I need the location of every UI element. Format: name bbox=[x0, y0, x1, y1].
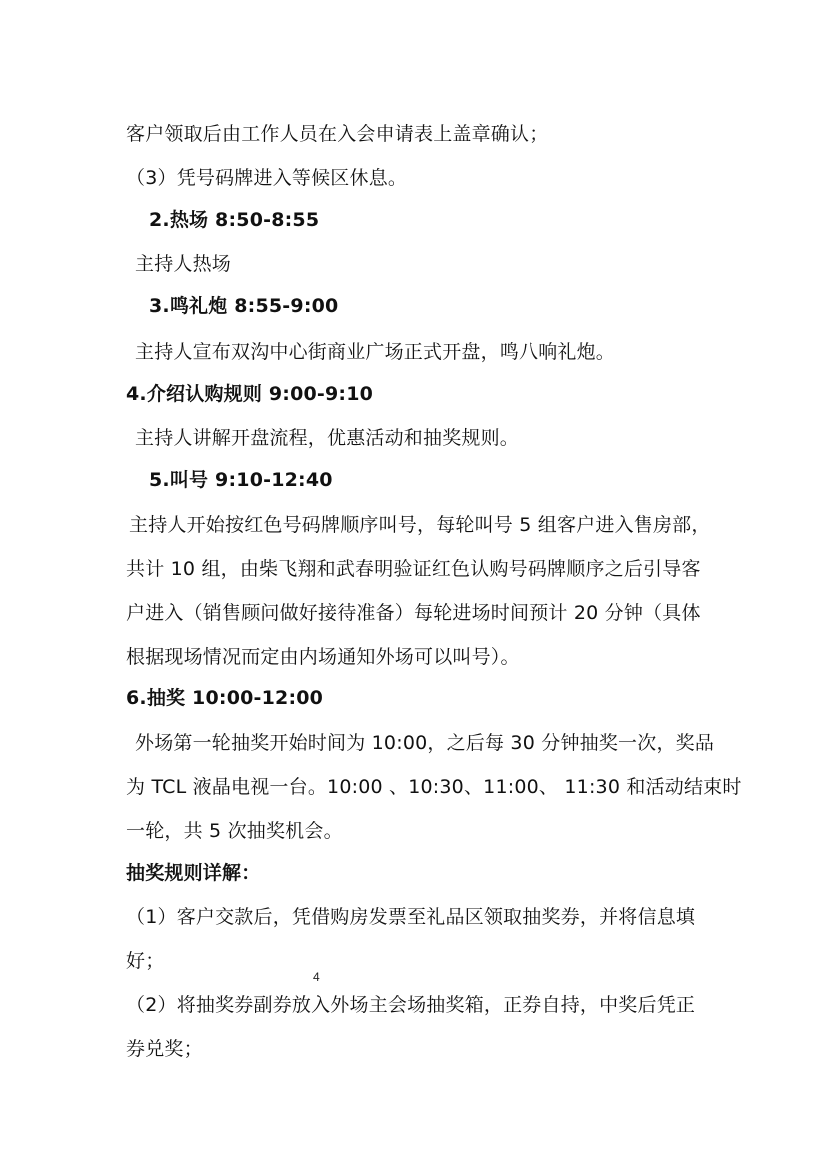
list-item: 券兑奖； bbox=[126, 1038, 203, 1060]
section-heading: 5.叫号 9:10-12:40 bbox=[149, 469, 333, 491]
subsection-heading: 抽奖规则详解： bbox=[126, 862, 261, 884]
paragraph-line: 共计 10 组，由柴飞翔和武春明验证红色认购号码牌顺序之后引导客 bbox=[126, 558, 701, 580]
paragraph-line: 一轮，共 5 次抽奖机会。 bbox=[126, 820, 343, 842]
paragraph-line: 主持人宣布双沟中心街商业广场正式开盘，鸣八响礼炮。 bbox=[135, 341, 616, 363]
section-heading: 3.鸣礼炮 8:55-9:00 bbox=[149, 295, 339, 317]
list-item: （2）将抽奖券副券放入外场主会场抽奖箱，正券自持，中奖后凭正 bbox=[126, 994, 696, 1016]
paragraph-line: 客户领取后由工作人员在入会申请表上盖章确认； bbox=[126, 123, 549, 145]
section-heading: 4.介绍认购规则 9:00-9:10 bbox=[126, 383, 374, 405]
paragraph-line: 主持人讲解开盘流程，优惠活动和抽奖规则。 bbox=[135, 427, 520, 449]
list-item: （1）客户交款后，凭借购房发票至礼品区领取抽奖券，并将信息填 bbox=[126, 906, 696, 928]
paragraph-line: 为 TCL 液晶电视一台。10:00 、10:30、11:00、 11:30 和活动结束时 bbox=[126, 776, 742, 798]
paragraph-line: 主持人热场 bbox=[135, 253, 232, 275]
paragraph-line: 根据现场情况而定由内场通知外场可以叫号）。 bbox=[126, 646, 520, 668]
list-item: 好； bbox=[126, 950, 165, 972]
paragraph-line: 外场第一轮抽奖开始时间为 10:00，之后每 30 分钟抽奖一次，奖品 bbox=[135, 732, 715, 754]
section-heading: 6.抽奖 10:00-12:00 bbox=[126, 687, 324, 709]
paragraph-line: 户进入（销售顾问做好接待准备）每轮进场时间预计 20 分钟（具体 bbox=[126, 602, 701, 624]
page-number: 4 bbox=[313, 970, 320, 984]
section-heading: 2.热场 8:50-8:55 bbox=[149, 209, 320, 231]
list-item: （3）凭号码牌进入等候区休息。 bbox=[126, 167, 408, 189]
paragraph-line: 主持人开始按红色号码牌顺序叫号，每轮叫号 5 组客户进入售房部， bbox=[129, 514, 711, 536]
